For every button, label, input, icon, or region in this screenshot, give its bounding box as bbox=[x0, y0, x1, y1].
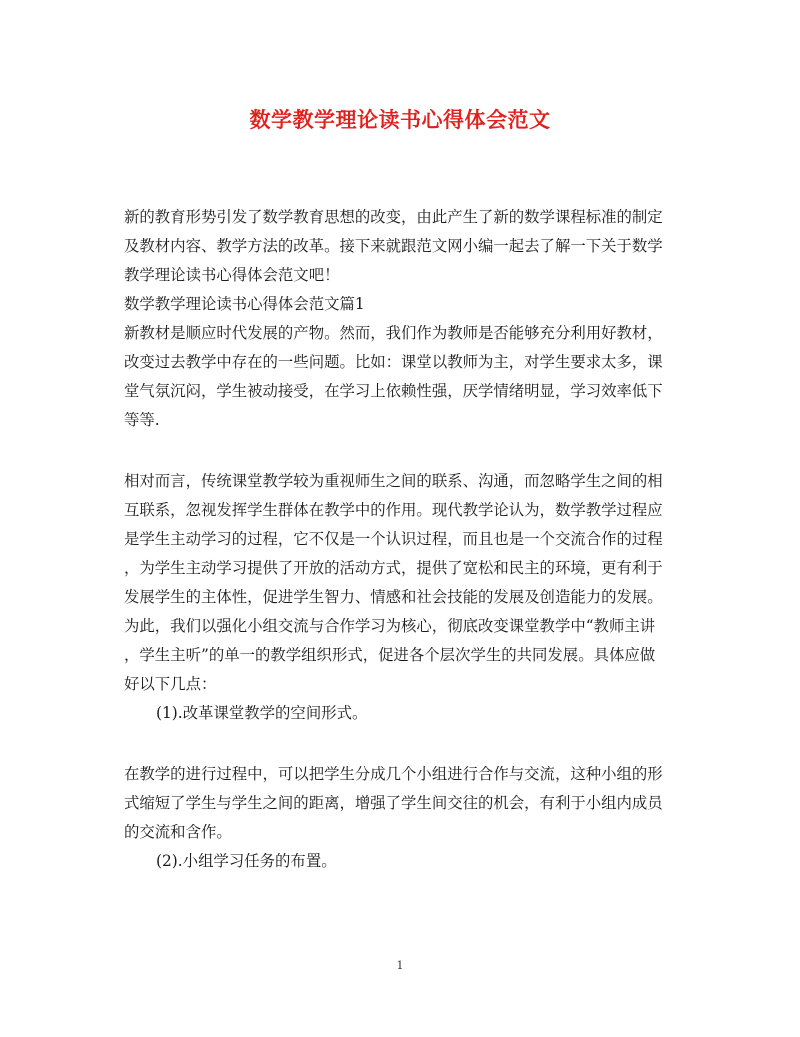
page-number: 1 bbox=[396, 959, 404, 972]
text-line: 的交流和含作。 bbox=[124, 823, 232, 841]
text-line: 堂气氛沉闷，学生被动接受，在学习上依赖性强，厌学情绪明显，学习效率低下 bbox=[124, 382, 663, 400]
text-line: 及教材内容、教学方法的改革。接下来就跟范文网小编一起去了解一下关于数学 bbox=[124, 237, 663, 255]
list-item: (1).改革课堂教学的空间形式。 bbox=[156, 704, 368, 722]
text-line: 新的教育形势引发了数学教育思想的改变，由此产生了新的数学课程标准的制定 bbox=[124, 208, 663, 226]
text-line: 好以下几点： bbox=[124, 675, 217, 693]
text-line: 发展学生的主体性，促进学生智力、情感和社会技能的发展及创造能力的发展。 bbox=[124, 588, 663, 606]
text-line: 新教材是顺应时代发展的产物。然而，我们作为教师是否能够充分利用好教材， bbox=[124, 324, 663, 342]
text-line: 为此，我们以强化小组交流与合作学习为核心，彻底改变课堂教学中“教师主讲 bbox=[124, 617, 656, 635]
text-line: 教学理论读书心得体会范文吧！ bbox=[124, 266, 340, 284]
text-line: 改变过去教学中存在的一些问题。比如：课堂以教师为主，对学生要求太多，课 bbox=[124, 353, 663, 371]
list-item: (2).小组学习任务的布置。 bbox=[156, 852, 337, 870]
text-line: ，学生主听”的单一的教学组织形式，促进各个层次学生的共同发展。具体应做 bbox=[124, 646, 656, 664]
text-line: 相对而言，传统课堂教学较为重视师生之间的联系、沟通，而忽略学生之间的相 bbox=[124, 472, 663, 490]
text-line: 等等. bbox=[124, 411, 160, 429]
text-line: ，为学生主动学习提供了开放的活动方式，提供了宽松和民主的环境，更有利于 bbox=[124, 559, 663, 577]
text-line: 在教学的进行过程中，可以把学生分成几个小组进行合作与交流，这种小组的形 bbox=[124, 765, 663, 783]
text-line: 互联系，忽视发挥学生群体在教学中的作用。现代教学论认为，数学教学过程应 bbox=[124, 501, 663, 519]
text-line: 是学生主动学习的过程，它不仅是一个认识过程，而且也是一个交流合作的过程 bbox=[124, 530, 663, 548]
document-title: 数学教学理论读书心得体会范文 bbox=[249, 107, 551, 132]
section-heading: 数学教学理论读书心得体会范文篇1 bbox=[124, 295, 365, 313]
text-line: 式缩短了学生与学生之间的距离，增强了学生间交往的机会，有利于小组内成员 bbox=[124, 794, 663, 812]
